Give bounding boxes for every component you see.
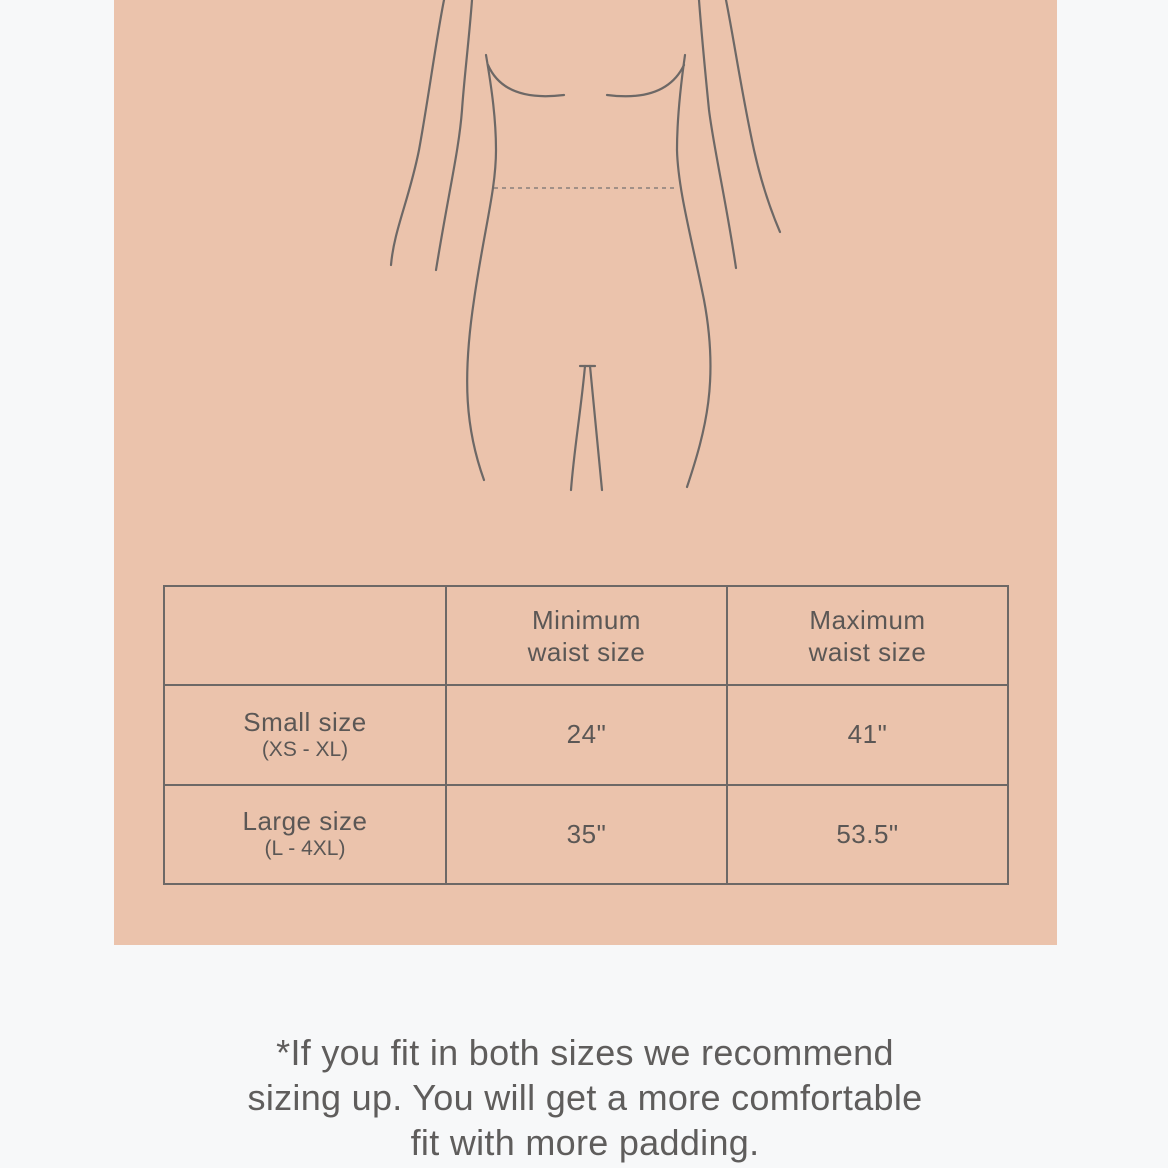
- right-arm-inner-line: [699, 0, 736, 268]
- sizing-note-line2: sizing up. You will get a more comfortable: [247, 1077, 923, 1118]
- table-header-minimum: [446, 586, 727, 685]
- row-range: (L - 4XL): [264, 837, 346, 861]
- table-row: [164, 685, 1008, 784]
- sizing-note: [150, 1030, 1020, 1165]
- left-arm-inner-line: [436, 0, 472, 270]
- minimum-header-line1: Minimum: [532, 604, 641, 635]
- right-arm-outer-line: [726, 0, 780, 232]
- cell-value: 24": [566, 719, 607, 750]
- maximum-header-line2: waist size: [808, 636, 927, 667]
- cell-value: 41": [847, 719, 888, 750]
- right-bust-line: [607, 65, 684, 96]
- cell-value: 35": [566, 818, 607, 849]
- body-waist-outline-icon: [114, 0, 1057, 540]
- inner-leg-right-line: [590, 366, 602, 490]
- left-torso-line: [467, 55, 496, 480]
- left-bust-line: [488, 65, 564, 96]
- row-label-small: [164, 685, 446, 784]
- minimum-header-line2: waist size: [527, 636, 646, 667]
- row-title: Small size: [243, 706, 367, 737]
- table-row: [164, 785, 1008, 884]
- small-minimum-cell: [446, 685, 727, 784]
- table-header-row: [164, 586, 1008, 685]
- row-label-large: [164, 785, 446, 884]
- table-header-empty-cell: [164, 586, 446, 685]
- sizing-note-line3: fit with more padding.: [410, 1122, 760, 1163]
- row-title: Large size: [242, 806, 368, 837]
- small-maximum-cell: [727, 685, 1008, 784]
- row-range: (XS - XL): [261, 737, 349, 761]
- maximum-header-line1: Maximum: [809, 604, 926, 635]
- size-table: [163, 585, 1009, 885]
- cell-value: 53.5": [836, 818, 899, 849]
- right-torso-line: [677, 55, 711, 487]
- left-arm-outer-line: [391, 0, 444, 265]
- large-maximum-cell: [727, 785, 1008, 884]
- sizing-note-line1: *If you fit in both sizes we recommend: [276, 1032, 894, 1073]
- inner-leg-left-line: [571, 366, 585, 490]
- size-guide-card: [114, 0, 1057, 945]
- large-minimum-cell: [446, 785, 727, 884]
- table-header-maximum: [727, 586, 1008, 685]
